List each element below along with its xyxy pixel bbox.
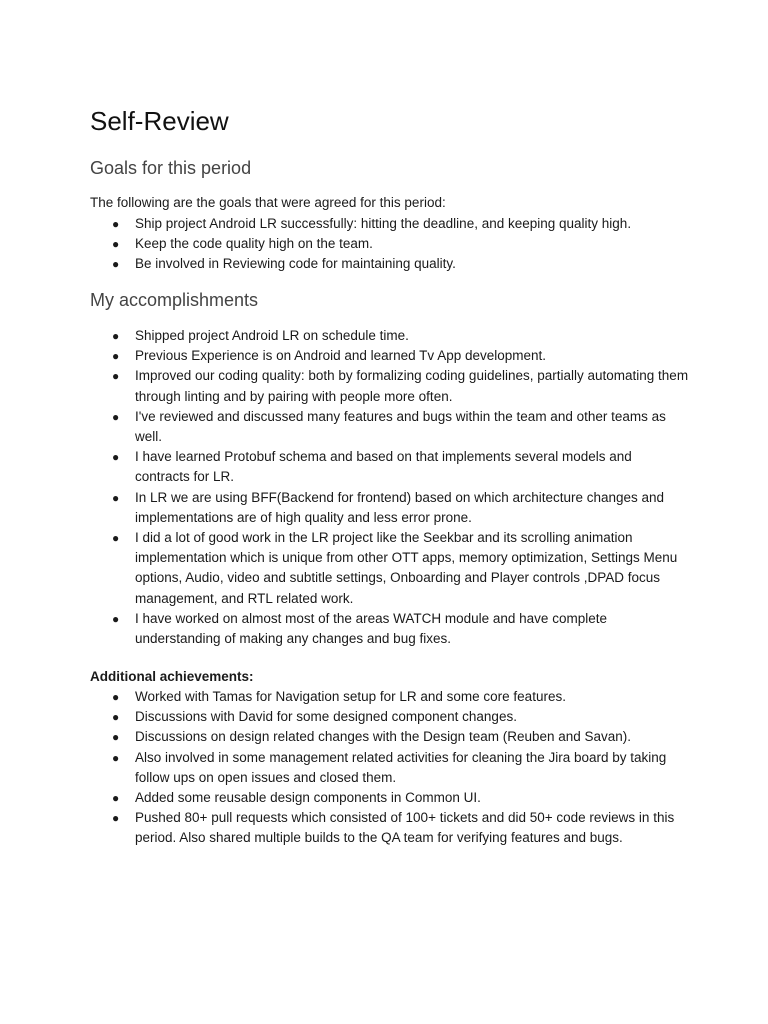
list-item (90, 488, 690, 528)
list-item-text: Pushed 80+ pull requests which consisted of 100+ tickets and did 50+ code reviews in this period. Also shared multiple builds to the QA team for verifying features and bugs. (135, 810, 675, 846)
list-item (90, 727, 690, 747)
bullet-icon: ● (112, 369, 120, 384)
list-item-text: Worked with Tamas for Navigation setup for LR and some core features. (135, 689, 566, 704)
list-item-text: Previous Experience is on Android and learned Tv App development. (135, 348, 547, 364)
list-item (90, 407, 690, 447)
goals-heading: Goals for this period (90, 158, 252, 178)
list-item-text: I have worked on almost most of the areas WATCH module and have complete understanding of making any changes and bug fixes. (135, 610, 607, 647)
list-item (90, 707, 690, 727)
page-title: Self-Review (90, 106, 229, 136)
list-item (90, 234, 690, 254)
bullet-icon: ● (112, 750, 120, 765)
list-item (90, 447, 690, 487)
bullet-icon: ● (112, 349, 120, 364)
list-item (90, 254, 690, 274)
bullet-icon: ● (112, 237, 120, 252)
goals-list (90, 214, 690, 275)
list-item (90, 788, 690, 808)
bullet-icon: ● (112, 730, 120, 745)
list-item (90, 528, 690, 609)
goals-intro: The following are the goals that were agreed for this period: (90, 195, 446, 210)
accomplishments-heading: My accomplishments (90, 290, 259, 310)
list-item (90, 609, 690, 649)
bullet-icon: ● (112, 450, 120, 465)
list-item-text: I've reviewed and discussed many features and bugs within the team and other teams as well. (135, 408, 666, 445)
list-item-text: Discussions with David for some designed component changes. (135, 709, 517, 725)
list-item (90, 748, 690, 788)
list-item (90, 808, 690, 848)
list-item-text: Be involved in Reviewing code for maintaining quality. (135, 256, 456, 272)
list-item-text: Shipped project Android LR on schedule time. (135, 328, 409, 343)
list-item-text: Keep the code quality high on the team. (135, 236, 373, 252)
bullet-icon: ● (112, 257, 120, 272)
list-item (90, 214, 690, 234)
accomplishments-list (90, 326, 690, 649)
list-item (90, 346, 690, 366)
bullet-icon: ● (112, 811, 120, 826)
additional-achievements-list (90, 687, 690, 849)
list-item-text: Also involved in some management related activities for cleaning the Jira board by taking follow ups on open issues and closed them. (135, 749, 667, 785)
bullet-icon: ● (112, 217, 120, 231)
list-item-text: I have learned Protobuf schema and based on that implements several models and contracts for LR. (135, 449, 632, 485)
list-item-text: Discussions on design related changes with the Design team (Reuben and Savan). (135, 729, 632, 745)
list-item (90, 687, 690, 707)
list-item-text: I did a lot of good work in the LR project like the Seekbar and its scrolling animation implementation which is unique from other OTT apps, memory optimization, Settings Menu options, Audio, video and subtitle settings, Onboarding and Player controls ,DPAD focus management, and RTL related work. (135, 530, 678, 606)
bullet-icon: ● (112, 409, 120, 424)
bullet-icon: ● (112, 490, 120, 505)
additional-achievements-heading: Additional achievements: (90, 669, 254, 684)
list-item (90, 326, 690, 346)
bullet-icon: ● (112, 710, 120, 725)
bullet-icon: ● (112, 611, 120, 626)
list-item-text: In LR we are using BFF(Backend for frontend) based on which architecture changes and implementations are of high quality and less error prone. (135, 489, 665, 525)
list-item-text: Added some reusable design components in Common UI. (135, 790, 481, 806)
bullet-icon: ● (112, 690, 120, 704)
list-item-text: Ship project Android LR successfully: hitting the deadline, and keeping quality high. (135, 216, 632, 231)
bullet-icon: ● (112, 791, 120, 806)
list-item-text: Improved our coding quality: both by formalizing coding guidelines, partially automating them through linting and by pairing with people more often. (135, 368, 689, 404)
bullet-icon: ● (112, 329, 120, 343)
list-item (90, 366, 690, 406)
bullet-icon: ● (112, 531, 120, 546)
